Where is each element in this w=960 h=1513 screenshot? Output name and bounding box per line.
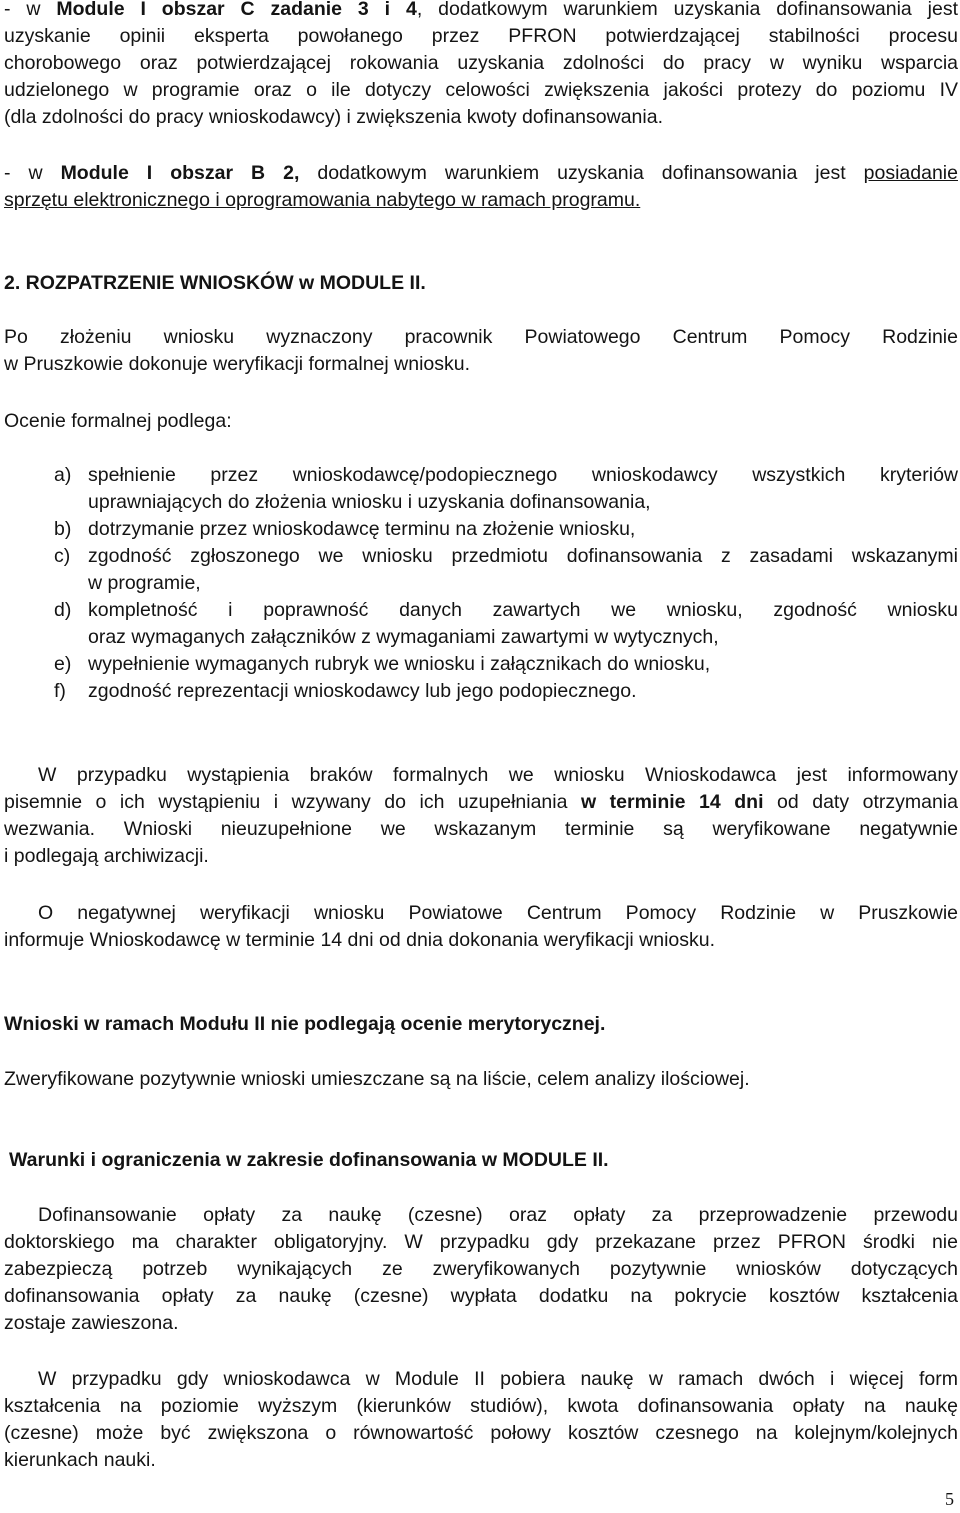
- module-b-line-2: sprzętu elektronicznego i oprogramowania nabytego w ramach programu.: [4, 189, 641, 211]
- multi-line-2: kształcenia na poziomie wyższym (kierunków studiów), kwota dofinansowania opłaty na naukę: [4, 1395, 958, 1417]
- deficiencies-line-1: W przypadku wystąpienia braków formalnych we wniosku Wnioskodawca jest informowany: [38, 764, 958, 786]
- fees-line-3: zabezpieczą potrzeb wynikających ze zweryfikowanych pozytywnie wniosków dotyczących: [4, 1258, 958, 1280]
- formal-criteria-list: [54, 462, 958, 705]
- no-merit-assessment-statement: Wnioski w ramach Modułu II nie podlegają ocenie merytorycznej.: [4, 1013, 606, 1035]
- module-c-line-3: chorobowego oraz potwierdzającej rokowania uzyskania zdolności do pracy w wyniku wsparcia: [4, 52, 958, 74]
- module-b-line-1: - w Module I obszar B 2, dodatkowym warunkiem uzyskania dofinansowania jest posiadanie: [4, 162, 958, 184]
- list-item: c) zgodność zgłoszonego we wniosku przedmiotu dofinansowania z zasadami wskazanymi w programie,: [54, 545, 958, 594]
- list-item: b) dotrzymanie przez wnioskodawcę terminu na złożenie wniosku,: [54, 518, 636, 540]
- formal-assessment-intro: Ocenie formalnej podlega:: [4, 410, 232, 432]
- module-c-line-4: udzielonego w programie oraz o ile dotyczy celowości zwiększenia jakości protezy do poziomu IV: [4, 79, 958, 101]
- fees-line-1: Dofinansowanie opłaty za naukę (czesne) oraz opłaty za przeprowadzenie przewodu: [38, 1204, 958, 1226]
- verification-line-1: Po złożeniu wniosku wyznaczony pracownik Powiatowego Centrum Pomocy Rodzinie: [4, 326, 958, 348]
- module-c-line-5: (dla zdolności do pracy wnioskodawcy) i zwiększenia kwoty dofinansowania.: [4, 106, 663, 128]
- fees-line-4: dofinansowania opłaty za naukę (czesne) wypłata dodatku na pokrycie kosztów kształcenia: [4, 1285, 958, 1307]
- deficiencies-line-4: i podlegają archiwizacji.: [4, 845, 209, 867]
- list-item: f) zgodność reprezentacji wnioskodawcy lub jego podopiecznego.: [54, 680, 637, 702]
- verification-line-2: w Pruszkowie dokonuje weryfikacji formalnej wniosku.: [4, 353, 471, 375]
- fees-line-2: doktorskiego ma charakter obligatoryjny. W przypadku gdy przekazane przez PFRON środki nie: [4, 1231, 958, 1253]
- deficiencies-line-3: wezwania. Wnioski nieuzupełnione we wskazanym terminie są weryfikowane negatywnie: [4, 818, 958, 840]
- multi-line-1: W przypadku gdy wnioskodawca w Module II pobiera naukę w ramach dwóch i więcej form: [38, 1368, 958, 1390]
- negative-verification-paragraph: [4, 900, 958, 954]
- list-item: e) wypełnienie wymaganych rubryk we wniosku i załącznikach do wniosku,: [54, 653, 711, 675]
- multi-line-4: kierunkach nauki.: [4, 1449, 156, 1471]
- module-b-condition-paragraph: [4, 160, 958, 214]
- list-item: d) kompletność i poprawność danych zawartych we wniosku, zgodność wniosku oraz wymaganych załączników z wymaganiami zawartymi w wytycznych,: [54, 599, 958, 648]
- conditions-heading: Warunki i ograniczenia w zakresie dofinansowania w MODULE II.: [9, 1149, 609, 1171]
- module-c-condition-paragraph: [4, 0, 958, 131]
- multiple-forms-paragraph: [4, 1366, 958, 1474]
- section-heading: 2. ROZPATRZENIE WNIOSKÓW w MODULE II.: [4, 272, 426, 294]
- multi-line-3: (czesne) może być zwiększona o równowartość połowy kosztów czesnego na kolejnym/kolejnych: [4, 1422, 958, 1444]
- deficiencies-line-2: pisemnie o ich wystąpieniu i wzywany do ich uzupełniania w terminie 14 dni od daty otrzymania: [4, 791, 958, 813]
- page-number: 5: [945, 1489, 954, 1509]
- fees-line-5: zostaje zawieszona.: [4, 1312, 179, 1334]
- list-item: a) spełnienie przez wnioskodawcę/podopiecznego wnioskodawcy wszystkich kryteriów uprawniających do złożenia wniosku i uzyskania dofinansowania,: [54, 464, 958, 513]
- module-c-line-1: - w Module I obszar C zadanie 3 i 4, dodatkowym warunkiem uzyskania dofinansowania jest: [4, 0, 958, 20]
- module-c-line-2: uzyskanie opinii eksperta powołanego przez PFRON potwierdzającej stabilności procesu: [4, 25, 958, 47]
- negative-line-2: informuje Wnioskodawcę w terminie 14 dni od dnia dokonania weryfikacji wniosku.: [4, 929, 716, 951]
- verification-paragraph: [4, 324, 958, 378]
- deficiencies-paragraph: [4, 762, 958, 870]
- negative-line-1: O negatywnej weryfikacji wniosku Powiatowe Centrum Pomocy Rodzinie w Pruszkowie: [38, 902, 958, 924]
- positive-list-statement: Zweryfikowane pozytywnie wnioski umieszczane są na liście, celem analizy ilościowej.: [4, 1068, 750, 1090]
- fees-paragraph: [4, 1202, 958, 1337]
